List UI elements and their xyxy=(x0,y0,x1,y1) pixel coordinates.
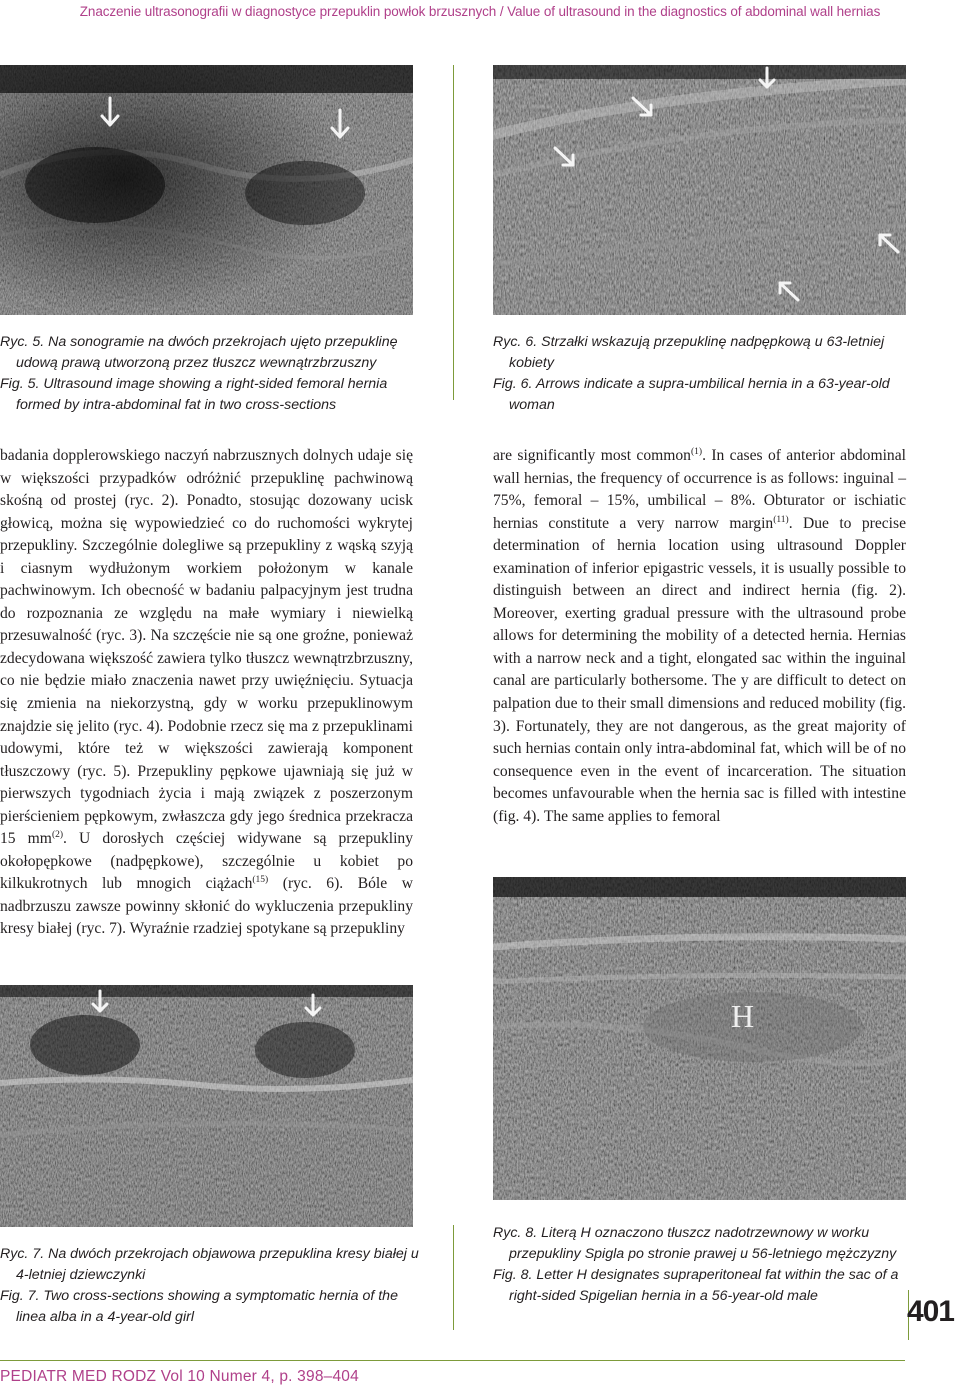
fig5-caption-pl xyxy=(0,332,420,374)
fig7-caption-pl xyxy=(0,1244,420,1286)
fig5-caption-en xyxy=(0,374,420,416)
body-left-part1: badania dopplerowskiego naczyń nabrzusznych dolnych udaje się w większości przypadków odróżnić przepuklinę pachwinową skośną od prostej (ryc. 2). Ponadto, stosując dozowany ucisk głowicą, można się wypowiedzieć co do ruchomości wykrytej przepukliny. Szczególnie dolegliwe są przepukliny z wąską szyją i ciasnym wydłużonym workiem położonym w kanale pachwinowym. Ich obecność w badaniu palpacyjnym jest trudna do rozpoznania ze względu na małe wymiary i niewielką przesuwalność (ryc. 3). Na szczęście nie są one groźne, ponieważ zdecydowana większość zawiera tylko tłuszcz wewnątrzbrzuszny, co nie będzie miało znaczenia nawet przy uwięźnięciu. Sytuacja się zmienia na niekorzystną, gdy w worku przepuklinowym znajdzie się jelito (ryc. 4). Podobnie rzecz się ma z przepuklinami udowymi, które też w większości zawierają komponent tłuszczowy (ryc. 5). Przepukliny pępkowe ujawniają się już w pierwszych tygodniach życia i mają związek z poszerzonym pierścieniem pępkowym, zwłaszcza gdy jego średnica przekracza 15 mm xyxy=(0,447,413,848)
fig6-caption-pl-text: Strzałki wskazują przepuklinę nadpępkową u 63-letniej kobiety xyxy=(509,334,885,371)
column-divider-top xyxy=(453,65,454,400)
citation-ref: (1) xyxy=(690,447,703,457)
fig6-caption-en xyxy=(493,374,907,416)
fig6-caption-en-label: Fig. 6. xyxy=(493,376,533,392)
fig6-caption-pl xyxy=(493,332,907,374)
running-head: Znaczenie ultrasonografii w diagnostyce przepuklin powłok brzusznych / Value of ultrasound in the diagnostics of abdominal wall hernias xyxy=(79,4,881,19)
fig5-caption xyxy=(0,332,420,416)
fig7-caption-pl-label: Ryc. 7. xyxy=(0,1246,45,1262)
fig5-ultrasound-image xyxy=(0,65,413,315)
fig8-caption-pl xyxy=(493,1223,907,1265)
fig8-ultrasound-image xyxy=(493,877,906,1200)
fig7-caption xyxy=(0,1244,420,1328)
fig7-caption-en-label: Fig. 7. xyxy=(0,1288,40,1304)
fig8-label-h: H xyxy=(731,998,755,1034)
fig6-caption xyxy=(493,332,907,416)
fig5-caption-pl-text: Na sonogramie na dwóch przekrojach ujęto przepuklinę udową prawą utworzoną przez tłuszcz wewnątrzbrzuszny xyxy=(16,334,398,371)
fig8-caption-en xyxy=(493,1265,907,1307)
fig5-caption-en-text: Ultrasound image showing a right-sided femoral hernia formed by intra-abdominal fat in two cross-sections xyxy=(16,376,388,413)
body-right-part3: . Due to precise determination of hernia location using ultrasound Doppler examination of inferior epigastric vessels, it is usually possible to distinguish between an direct and indirect hernia (fig. 2). Moreover, exerting gradual pressure with the ultrasound probe allows for determining the mobility of a detected hernia. Hernias with a narrow neck and a tight, elongated sac within the inguinal canal are particularly bothersome. The y are difficult to detect on palpation due to their small dimensions and reduced mobility (fig. 3). Fortunately, they are not dangerous, as the great majority of such hernias contain only intra-abdominal fat, which will be of no consequence even in the event of incarceration. The situation becomes unfavourable when the hernia sac is filled with intestine (fig. 4). The same applies to femoral xyxy=(493,514,906,825)
fig8-caption xyxy=(493,1223,907,1307)
citation-ref: (15) xyxy=(252,875,269,886)
fig7-caption-pl-text: Na dwóch przekrojach objawowa przepuklina kresy białej u 4-letniej dziewczynki xyxy=(16,1246,419,1283)
fig8-caption-pl-label: Ryc. 8. xyxy=(493,1225,538,1241)
fig5-caption-pl-label: Ryc. 5. xyxy=(0,334,45,350)
fig8-caption-en-text: Letter H designates supraperitoneal fat within the sac of a right-sided Spigelian hernia in a 56-year-old male xyxy=(509,1267,899,1304)
citation-ref: (2) xyxy=(51,830,64,841)
body-left-part2: . U dorosłych częściej widywane są przepukliny okołopępkowe (nadpępkowe), szczególnie u kobiet po kilkukrotnych lub mnogich ciążach xyxy=(0,830,413,893)
fig7-caption-en xyxy=(0,1286,420,1328)
body-right-part2: . In cases of anterior abdominal wall hernias, the frequency of occurrence is as follows: inguinal – 75%, femoral – 15%, umbilical – 8%. Obturator or ischiatic hernias constitute a very narrow margin xyxy=(493,447,906,532)
fig8-caption-en-label: Fig. 8. xyxy=(493,1267,533,1283)
fig7-ultrasound-image xyxy=(0,985,413,1227)
fig6-caption-pl-label: Ryc. 6. xyxy=(493,334,538,350)
body-right-part1: are significantly most common xyxy=(493,447,691,464)
footer-rule xyxy=(0,1360,905,1361)
journal-footer: PEDIATR MED RODZ Vol 10 Numer 4, p. 398–404 xyxy=(0,1368,359,1385)
citation-ref: (11) xyxy=(773,514,789,525)
fig6-caption-en-text: Arrows indicate a supra-umbilical hernia in a 63-year-old woman xyxy=(509,376,890,413)
fig5-caption-en-label: Fig. 5. xyxy=(0,376,40,392)
page-number: 401 xyxy=(906,1295,954,1328)
column-divider-bottom xyxy=(453,1225,454,1330)
fig8-caption-pl-text: Literą H oznaczono tłuszcz nadotrzewnowy w worku przepukliny Spigla po stronie prawej u 56-letniego mężczyzny xyxy=(509,1225,897,1262)
body-left-part3: (ryc. 6). Bóle w nadbrzuszu zawsze powinny skłonić do wykluczenia przepukliny kresy białej (ryc. 7). Wyraźnie rzadziej spotykane są przepukliny xyxy=(0,875,413,938)
fig6-ultrasound-image xyxy=(493,65,906,315)
body-text-right xyxy=(493,445,906,828)
body-text-left xyxy=(0,445,413,941)
fig7-caption-en-text: Two cross-sections showing a symptomatic hernia of the linea alba in a 4-year-old girl xyxy=(16,1288,398,1325)
